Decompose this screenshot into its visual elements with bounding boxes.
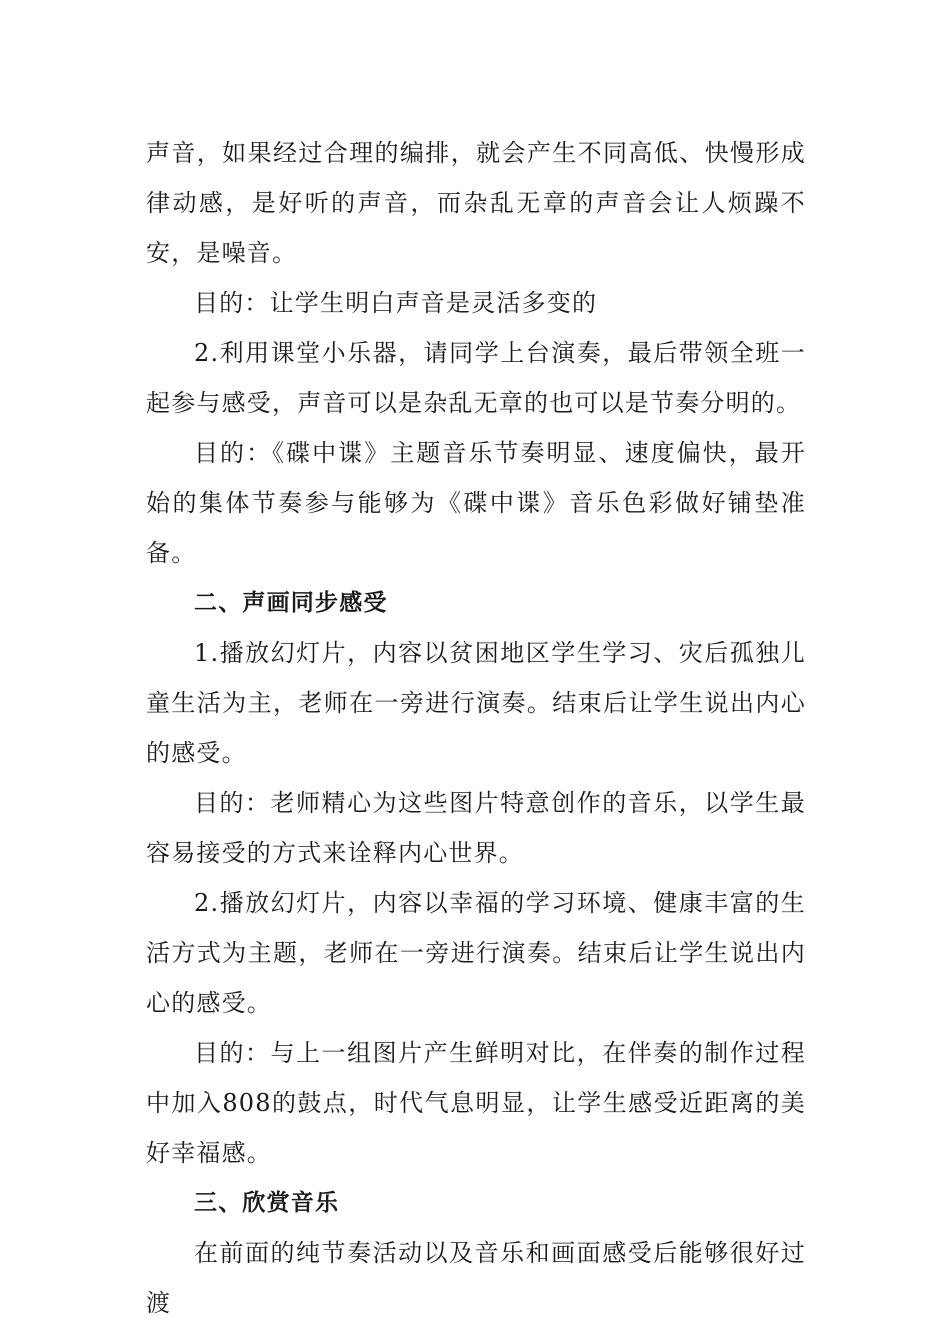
paragraph-body: 在前面的纯节奏活动以及音乐和画面感受后能够很好过渡 bbox=[146, 1239, 806, 1317]
section-heading: 二、声画同步感受 bbox=[194, 590, 388, 616]
paragraph-purpose: 目的：让学生明白声音是灵活多变的 bbox=[194, 289, 598, 317]
paragraph-step: 1.播放幻灯片，内容以贫困地区学生学习、灾后孤独儿童生活为主，老师在一旁进行演奏。结束后让学生说出内心的感受。 bbox=[146, 639, 806, 767]
paragraph-step: 2.播放幻灯片，内容以幸福的学习环境、健康丰富的生活方式为主题，老师在一旁进行演奏。结束后让学生说出内心的感受。 bbox=[146, 889, 806, 1017]
document-body bbox=[146, 128, 806, 1328]
paragraph-continued: 声音，如果经过合理的编排，就会产生不同高低、快慢形成律动感，是好听的声音，而杂乱无章的声音会让人烦躁不安，是噪音。 bbox=[146, 139, 806, 267]
paragraph-purpose: 目的：与上一组图片产生鲜明对比，在伴奏的制作过程中加入808的鼓点，时代气息明显，让学生感受近距离的美好幸福感。 bbox=[146, 1039, 806, 1167]
section-heading: 三、欣赏音乐 bbox=[194, 1190, 340, 1216]
paragraph-purpose: 目的：老师精心为这些图片特意创作的音乐，以学生最容易接受的方式来诠释内心世界。 bbox=[146, 789, 806, 867]
paragraph-step: 2.利用课堂小乐器，请同学上台演奏，最后带领全班一起参与感受，声音可以是杂乱无章的也可以是节奏分明的。 bbox=[146, 339, 806, 417]
paragraph-purpose: 目的：《碟中谍》主题音乐节奏明显、速度偏快，最开始的集体节奏参与能够为《碟中谍》音乐色彩做好铺垫准备。 bbox=[146, 439, 806, 567]
